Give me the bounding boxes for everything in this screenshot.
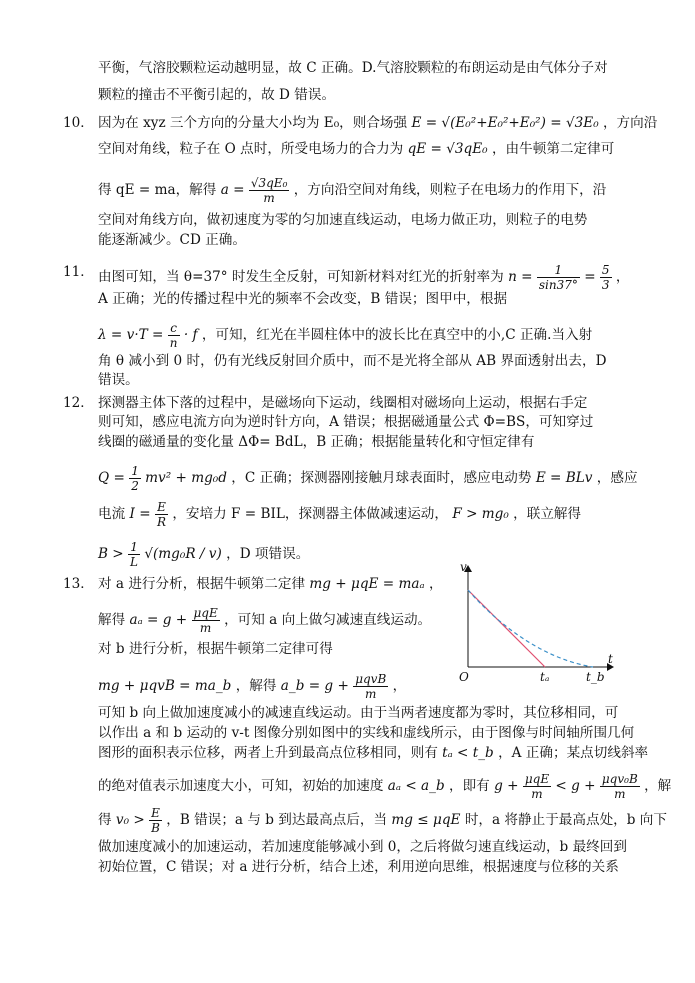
fraction-numerator: √3qE₀ [250, 176, 288, 190]
q13-text: ，解 [644, 778, 672, 794]
q11-text: 由图可知，当 θ=37° 时发生全反射，可知新材料对红光的折射率为 [98, 269, 504, 285]
q13-line-3: 对 b 进行分析，根据牛顿第二定律可得 [98, 641, 333, 657]
q13-speed-lhs: v₀ > [115, 812, 145, 828]
q13-line-11: 初始位置，C 错误；对 a 进行分析，结合上述，利用逆向思维，根据速度与位移的关系 [98, 859, 619, 875]
q12-line-3: 线圈的磁通量的变化量 ΔΦ= BdL，B 正确；根据能量转化和守恒定律有 [98, 434, 535, 450]
q13-ineq-part: g + [494, 778, 519, 794]
q10-accel-lhs: a = [220, 182, 245, 198]
q13-text: ，B 错误；a 与 b 到达最高点后，当 [166, 812, 388, 828]
curve-b-dashed [468, 590, 593, 667]
q13-static-condition: mg ≤ μqE [391, 812, 461, 828]
q11-text: ，可知，红光在半圆柱体中的波长比在真空中的小,C 正确.当入射 [201, 327, 593, 343]
q13-accel-a-fraction [192, 606, 220, 635]
fraction-numerator: 1 [128, 540, 140, 555]
q11-index-fraction [537, 263, 580, 292]
q11-index-lhs: n = [508, 269, 533, 285]
q10-text: ，由牛顿第二定律可 [491, 141, 615, 157]
fraction-denominator: 2 [131, 479, 139, 493]
fraction-numerator: μqv₀B [601, 772, 638, 786]
q13-text: ，即有 [448, 778, 490, 794]
fraction-numerator: 1 [131, 464, 139, 478]
fraction-numerator: 5 [601, 263, 610, 277]
fraction-numerator: 1 [537, 263, 580, 278]
origin-label: O [459, 670, 469, 684]
q12-current-fraction [155, 500, 168, 529]
q12-line-5 [98, 500, 581, 529]
q13-time-inequality: tₐ < t_b [442, 745, 494, 761]
fraction-numerator: E [149, 806, 162, 821]
q12-text: ，安培力 F = BIL，探测器主体做减速运动， [172, 506, 448, 522]
q11-index-value [600, 263, 612, 292]
fraction-denominator: m [365, 687, 377, 701]
q12-field-radical: √(mg₀R / v) [144, 546, 222, 562]
fraction-numerator: μqE [193, 606, 218, 620]
tb-label: t_b [586, 670, 605, 684]
q13-number: 13． [63, 576, 94, 592]
q11-number: 11． [63, 264, 94, 280]
q10-line-1 [98, 114, 657, 132]
q10-line-4: 空间对角线方向，做初速度为零的匀加速直线运动，电场力做正功，则粒子的电势 [98, 212, 588, 228]
q13-accel-b-lhs: a_b = g + [280, 678, 349, 694]
q13-accel-inequality: aₐ < a_b [387, 778, 445, 794]
q13-accel-b-fraction [353, 672, 388, 701]
q12-force-inequality: F > mg₀ [452, 506, 509, 522]
fraction-denominator: 3 [601, 278, 610, 292]
q12-text: ，C 正确；探测器刚接触月球表面时，感应电动势 [231, 470, 532, 486]
q12-text: ，感应 [596, 470, 638, 486]
fraction-denominator: L [130, 555, 138, 569]
fraction-numerator: E [155, 500, 168, 515]
q11-line-5: 错误。 [98, 372, 139, 388]
q13-line-2 [98, 606, 431, 635]
q12-number: 12． [63, 395, 94, 411]
q11-text: ， [615, 269, 630, 285]
fraction-denominator: m [199, 621, 212, 635]
fraction-denominator: n [169, 336, 178, 350]
q10-field-formula: E = √(E₀²+E₀²+E₀²) = √3E₀ [411, 115, 599, 131]
q13-text: 图形的面积表示位移，两者上升到最高点位移相同，则有 [98, 745, 438, 761]
q10-number: 10． [63, 115, 94, 131]
q13-text: ， [428, 576, 443, 592]
q12-line-4 [98, 464, 638, 493]
fraction-numerator: μqvB [355, 672, 387, 686]
q13-text: 对 a 进行分析，根据牛顿第二定律 [98, 576, 306, 592]
q12-heat-tail: mv² + mg₀d [145, 470, 227, 486]
q9-line-1: 平衡，气溶胶颗粒运动越明显，故 C 正确。D.气溶胶颗粒的布朗运动是由气体分子对 [98, 60, 608, 76]
q13-ineq-fraction-1 [523, 772, 551, 801]
q13-line-9 [98, 806, 667, 835]
q13-text: ， [392, 678, 407, 694]
q12-text: ，联立解得 [513, 506, 582, 522]
q11-wavelength-lhs: λ = v·T = [98, 327, 164, 343]
q13-accel-a-lhs: aₐ = g + [129, 612, 188, 628]
q12-heat-fraction [129, 464, 141, 493]
q12-field-lhs: B > [98, 546, 124, 562]
q12-line-2: 则可知，感应电流方向为逆时针方向，A 错误；根据磁通量公式 Φ=BS，可知穿过 [98, 414, 594, 430]
q10-line-5: 能逐渐减少。CD 正确。 [98, 232, 246, 248]
q13-line-7 [98, 744, 648, 762]
q10-force-formula: qE = √3qE₀ [407, 141, 488, 157]
q10-text: ，方向沿空间对角线，则粒子在电场力的作用下，沿 [293, 182, 607, 198]
q13-line-5: 可知 b 向上做加速度减小的减速直线运动。由于当两者速度都为零时，其位移相同，可 [98, 705, 619, 721]
q12-emf-formula: E = BLv [535, 470, 593, 486]
fraction-denominator: B [151, 821, 160, 835]
q12-text: 电流 [98, 506, 126, 522]
fraction-numerator: c [168, 321, 180, 336]
q10-text: ，方向沿 [602, 115, 658, 131]
q10-text: 得 qE = ma，解得 [98, 182, 217, 198]
q12-text: ，D 项错误。 [226, 546, 310, 562]
q13-line-1 [98, 575, 443, 593]
q13-text: 得 [98, 812, 112, 828]
q13-text: 的绝对值表示加速度大小，可知，初始的加速度 [98, 778, 384, 794]
q13-text: 解得 [98, 612, 126, 628]
q11-line-3 [98, 321, 592, 350]
fraction-denominator: m [263, 191, 275, 205]
q13-line-6: 以作出 a 和 b 运动的 v-t 图像分别如图中的实线和虚线所示，由于图像与时间轴所围几何 [98, 725, 635, 741]
q12-current-lhs: I = [129, 506, 151, 522]
q9-line-2: 颗粒的撞击不平衡引起的，故 D 错误。 [98, 87, 336, 103]
fraction-numerator: μqE [524, 772, 550, 786]
q10-line-3 [98, 176, 606, 205]
q10-text: 空间对角线，粒子在 O 点时，所受电场力的合力为 [98, 141, 404, 157]
q11-line-1 [98, 263, 629, 292]
q13-line-4 [98, 672, 406, 701]
v-axis-label: v [460, 560, 467, 574]
q12-line-1: 探测器主体下落的过程中，是磁场向下运动，线圈相对磁场向上运动，根据右手定 [98, 395, 588, 411]
fraction-denominator: m [531, 787, 543, 801]
q13-text: ，A 正确；某点切线斜率 [498, 745, 649, 761]
q10-text: 因为在 xyz 三个方向的分量大小均为 E₀，则合场强 [98, 115, 408, 131]
q11-line-4: 角 θ 减小到 0 时，仍有光线反射回介质中，而不是光将全部从 AB 界面透射出去，D [98, 353, 607, 369]
q13-newton-a: mg + μqE = maₐ [309, 576, 425, 592]
q12-heat-lhs: Q = [98, 470, 125, 486]
ta-label: tₐ [540, 670, 550, 684]
q10-accel-fraction [249, 176, 290, 205]
q10-line-2 [98, 140, 614, 158]
q13-ineq-fraction-2 [600, 772, 640, 801]
vt-graph [458, 560, 618, 690]
fraction-denominator: m [614, 787, 626, 801]
q13-line-8 [98, 772, 671, 801]
q13-ineq-part: < g + [555, 778, 596, 794]
q11-equals: = [584, 269, 596, 285]
q12-line-6 [98, 540, 309, 569]
q11-line-2: A 正确；光的传播过程中光的频率不会改变，B 错误；图甲中，根据 [98, 291, 508, 307]
q13-text: ，可知 a 向上做匀减速直线运动。 [224, 612, 432, 628]
q13-text: 时，a 将静止于最高点处，b 向下 [464, 812, 667, 828]
q13-newton-b: mg + μqvB = ma_b [98, 678, 232, 694]
fraction-denominator: sin37° [538, 278, 578, 292]
q11-wavelength-fraction [168, 321, 180, 350]
q12-field-fraction [128, 540, 140, 569]
fraction-denominator: R [156, 515, 166, 529]
q13-line-10: 做加速度减小的加速运动，若加速度能够减小到 0，之后将做匀速直线运动，b 最终回到 [98, 839, 627, 855]
line-a-solid [468, 590, 545, 667]
t-axis-label: t [608, 652, 613, 666]
q11-wavelength-tail: · f [183, 327, 198, 343]
q13-text: ，解得 [235, 678, 277, 694]
q13-speed-fraction [149, 806, 162, 835]
